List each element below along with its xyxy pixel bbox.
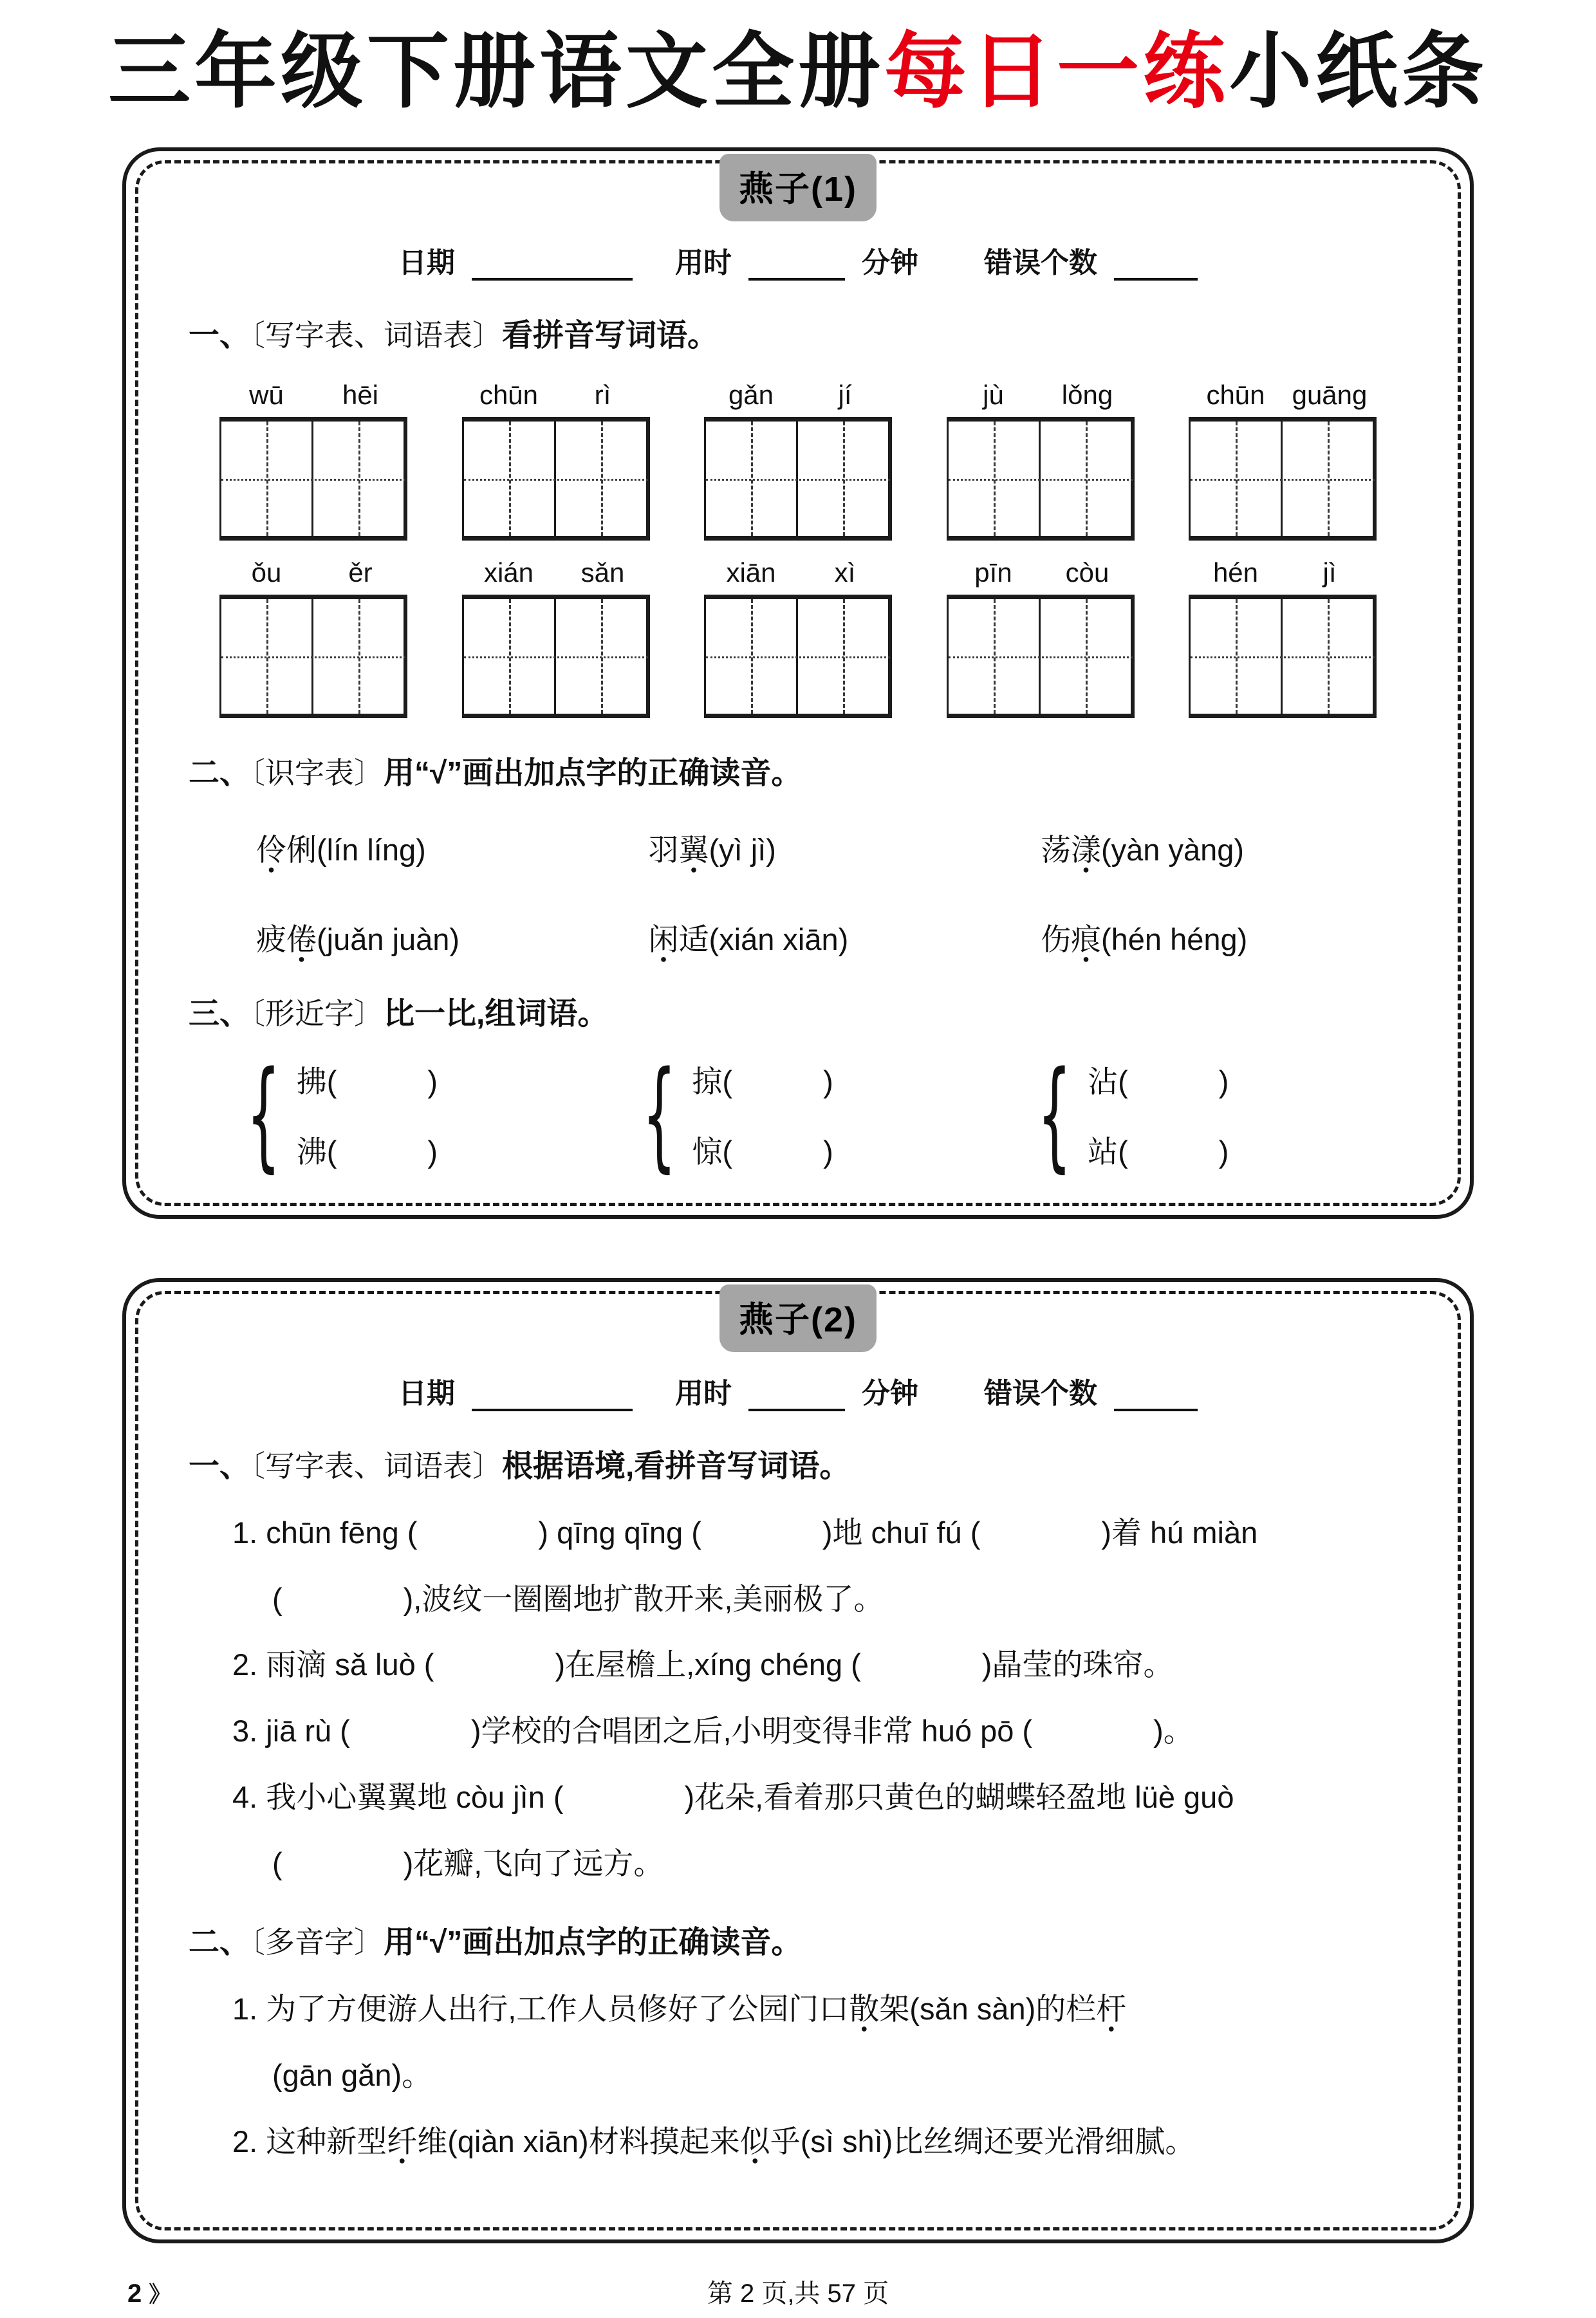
- pinyin-syllable: pīn: [974, 557, 1012, 588]
- grid-midline: [1191, 479, 1375, 481]
- pinyin-label: [1189, 557, 1377, 588]
- dotted-character: 痕 ●: [1071, 916, 1101, 959]
- pinyin-label: [1189, 380, 1377, 411]
- pinyin-syllable: rì: [594, 379, 611, 410]
- minutes-label: 分钟: [862, 246, 918, 279]
- pinyin-syllable: sǎn: [580, 557, 625, 588]
- section-2-badge: 燕子(2): [719, 1284, 877, 1352]
- grid-midline: [706, 479, 890, 481]
- dotted-character: 似 ●: [740, 2123, 770, 2161]
- pair-bottom[interactable]: 沸( ): [296, 1135, 438, 1169]
- section-2-heading-2: [189, 1924, 1407, 1962]
- grid-midline: [221, 479, 405, 481]
- worksheet-section-2: [122, 1278, 1474, 2243]
- pinyin-grid-group: [219, 557, 407, 718]
- heading-tag: 〔识字表〕: [250, 756, 384, 790]
- pinyin-grid-group: [1189, 557, 1377, 718]
- heading-text: 用“√”画出加点字的正确读音。: [384, 1925, 803, 1960]
- pinyin-grid-group: [704, 380, 892, 541]
- section-1-badge: 燕子(1): [719, 154, 877, 221]
- errors-label: 错误个数: [984, 1377, 1097, 1409]
- writing-grid[interactable]: [1189, 417, 1377, 541]
- section-2-meta-line: [189, 1370, 1407, 1411]
- section-2-heading-1: [189, 1447, 1407, 1486]
- heading-text: 比一比,组词语。: [384, 996, 609, 1031]
- character-pair: [246, 1044, 642, 1184]
- heading-tag: 〔写字表、词语表〕: [250, 319, 503, 352]
- pinyin-syllable: wū: [249, 379, 284, 410]
- item-line-continued: (gān gǎn)。: [272, 2058, 432, 2093]
- pinyin-syllable: jù: [983, 379, 1004, 410]
- character-pair: [1037, 1044, 1382, 1184]
- pinyin-syllable: lǒng: [1061, 379, 1113, 410]
- pinyin-syllable: còu: [1065, 557, 1109, 588]
- word-part: 俐: [286, 832, 317, 867]
- pinyin-grid-row-2: [189, 557, 1407, 718]
- pinyin-grid-group: [704, 557, 892, 718]
- heading-number: 一、: [189, 1449, 251, 1483]
- pinyin-syllable: hén: [1212, 557, 1259, 588]
- heading-text: 根据语境,看拼音写词语。: [502, 1449, 851, 1483]
- writing-grid[interactable]: [219, 595, 407, 718]
- fill-in-item-3[interactable]: [189, 1712, 1407, 1750]
- fill-in-item-2[interactable]: [189, 1646, 1407, 1684]
- pinyin-syllable: chūn: [1206, 379, 1265, 410]
- dotted-character: 伶 ●: [256, 826, 286, 869]
- pair-bottom[interactable]: 惊( ): [692, 1135, 833, 1169]
- item-line-continued: ( ),波纹一圈圈地扩散开来,美丽极了。: [272, 1581, 884, 1616]
- pinyin-grid-group: [219, 380, 407, 541]
- heading-tag: 〔写字表、词语表〕: [250, 1449, 503, 1483]
- word-part: 荡: [1041, 832, 1071, 867]
- pinyin-options: (yì jì): [709, 832, 776, 867]
- item-line: 4. 我小心翼翼地 còu jìn ( )花朵,看着那只黄色的蝴蝶轻盈地 lüè guò: [232, 1779, 1234, 1814]
- dotted-character: 散 ●: [849, 1990, 879, 2028]
- item-line: 2. 雨滴 sǎ luò ( )在屋檐上,xíng chéng ( )晶莹的珠帘。: [232, 1647, 1174, 1682]
- grid-midline: [706, 656, 890, 658]
- pinyin-syllable: hēi: [342, 379, 379, 410]
- pair-bottom[interactable]: 站( ): [1088, 1135, 1229, 1169]
- writing-grid[interactable]: [947, 417, 1135, 541]
- chevrons-icon: 》: [149, 2282, 171, 2307]
- section-1-heading-1: [189, 317, 1407, 355]
- writing-grid[interactable]: [462, 595, 650, 718]
- page-footer: [97, 2273, 1499, 2318]
- pair-top[interactable]: 沾( ): [1088, 1064, 1229, 1099]
- polyphone-item-1[interactable]: [189, 1990, 1407, 2095]
- pinyin-options: (lín líng): [317, 832, 426, 867]
- pinyin-syllable: xì: [834, 557, 856, 588]
- brace-glyph: {: [1037, 1044, 1072, 1184]
- heading-number: 二、: [189, 756, 251, 790]
- pinyin-label: [704, 380, 892, 411]
- grid-midline: [464, 479, 648, 481]
- grid-midline: [1191, 656, 1375, 658]
- date-label: 日期: [398, 246, 455, 279]
- section-1-heading-3: [189, 995, 1407, 1034]
- sentence-part: 架(sǎn sàn)的栏: [879, 1992, 1097, 2026]
- fill-in-item-4[interactable]: [189, 1779, 1407, 1883]
- word-entry[interactable]: [1041, 916, 1382, 959]
- word-entry[interactable]: [1041, 826, 1382, 869]
- heading-number: 二、: [189, 1925, 251, 1960]
- section-1-heading-2: [189, 754, 1407, 793]
- pinyin-syllable: xián: [483, 557, 534, 588]
- pinyin-label: [219, 380, 407, 411]
- compare-pairs-row: [189, 1044, 1407, 1184]
- word-entry[interactable]: [256, 826, 649, 869]
- pinyin-grid-group: [462, 557, 650, 718]
- item-line: 1. chūn fēng ( ) qīng qīng ( )地 chuī fú ( )着 hú miàn: [232, 1515, 1258, 1550]
- date-blank[interactable]: [472, 1379, 633, 1411]
- pinyin-grid-group: [947, 557, 1135, 718]
- pinyin-label: [704, 557, 892, 588]
- heading-tag: 〔形近字〕: [250, 997, 384, 1030]
- pinyin-options: (xián xiān): [709, 922, 849, 956]
- writing-grid[interactable]: [947, 595, 1135, 718]
- corner-page-number: 2: [127, 2279, 142, 2308]
- time-blank[interactable]: [748, 1379, 845, 1411]
- brace-glyph: {: [246, 1044, 281, 1184]
- pinyin-options: (juǎn juàn): [317, 922, 460, 956]
- sentence-part: 乎(sì shì)比丝绸还要光滑细腻。: [770, 2124, 1196, 2158]
- pair-top[interactable]: 掠( ): [692, 1064, 833, 1099]
- word-part: 适: [678, 922, 709, 956]
- heading-number: 一、: [189, 318, 251, 353]
- pinyin-syllable: ěr: [348, 557, 373, 588]
- word-entry[interactable]: [649, 916, 1041, 959]
- sentence-part: 1. 为了方便游人出行,工作人员修好了公园门口: [232, 1992, 849, 2026]
- pinyin-options: (hén héng): [1101, 922, 1248, 956]
- writing-grid[interactable]: [1189, 595, 1377, 718]
- page-title: [0, 27, 1596, 118]
- dotted-character: 翼 ●: [679, 826, 709, 869]
- grid-midline: [221, 656, 405, 658]
- pinyin-syllable: jì: [1322, 557, 1337, 588]
- pinyin-syllable: chūn: [479, 379, 539, 410]
- writing-grid[interactable]: [462, 417, 650, 541]
- pinyin-label: [462, 557, 650, 588]
- dotted-character: 纤 ●: [387, 2123, 417, 2161]
- polyphone-items: [189, 1990, 1407, 2160]
- errors-blank[interactable]: [1114, 1379, 1198, 1411]
- pronunciation-word-grid: [189, 826, 1407, 959]
- pinyin-syllable: guāng: [1292, 379, 1368, 410]
- minutes-label: 分钟: [862, 1377, 918, 1409]
- heading-text: 用“√”画出加点字的正确读音。: [384, 756, 803, 790]
- item-line-continued: ( )花瓣,飞向了远方。: [272, 1846, 664, 1880]
- time-blank[interactable]: [748, 248, 845, 281]
- heading-text: 看拼音写词语。: [502, 318, 719, 353]
- pinyin-syllable: xiān: [726, 557, 776, 588]
- grid-midline: [464, 656, 648, 658]
- section-2-inner: [135, 1291, 1461, 2230]
- grid-midline: [949, 479, 1133, 481]
- writing-grid[interactable]: [704, 595, 892, 718]
- pinyin-grid-group: [1189, 380, 1377, 541]
- pair-top[interactable]: 拂( ): [296, 1064, 438, 1099]
- grid-midline: [949, 656, 1133, 658]
- pinyin-label: [219, 557, 407, 588]
- title-part-black2: 小纸条: [1229, 26, 1489, 118]
- time-label: 用时: [675, 1377, 732, 1409]
- heading-tag: 〔多音字〕: [250, 1926, 384, 1960]
- pinyin-label: [947, 557, 1135, 588]
- pinyin-options: (yàn yàng): [1101, 832, 1245, 867]
- section-1-inner: [135, 160, 1461, 1206]
- footer-corner: [127, 2277, 171, 2308]
- footer-page-indicator: 第 2 页,共 57 页: [707, 2279, 889, 2308]
- character-pair: [642, 1044, 1038, 1184]
- date-label: 日期: [398, 1377, 455, 1409]
- word-entry[interactable]: [649, 826, 1041, 869]
- writing-grid[interactable]: [219, 417, 407, 541]
- heading-number: 三、: [189, 996, 251, 1031]
- item-line: [232, 1990, 1407, 2028]
- writing-grid[interactable]: [704, 417, 892, 541]
- fill-in-items: [189, 1514, 1407, 1883]
- pinyin-label: [947, 380, 1135, 411]
- section-1-meta-line: [189, 239, 1407, 281]
- sentence-part: 2. 这种新型: [232, 2124, 387, 2158]
- pinyin-grid-group: [947, 380, 1135, 541]
- pinyin-grid-row-1: [189, 380, 1407, 541]
- sentence-part: 维(qiàn xiān)材料摸起来: [417, 2124, 740, 2158]
- item-line: 3. jiā rù ( )学校的合唱团之后,小明变得非常 huó pō ( )。: [232, 1714, 1194, 1748]
- dotted-character: 闲 ●: [649, 916, 679, 959]
- worksheet-section-1: [122, 147, 1474, 1219]
- word-part: 疲: [256, 922, 286, 956]
- pinyin-syllable: jí: [838, 379, 852, 410]
- pinyin-syllable: ǒu: [251, 557, 282, 588]
- dotted-character: 杆 ●: [1096, 1990, 1126, 2028]
- title-part-red: 每日一练: [884, 26, 1229, 118]
- word-part: 羽: [648, 832, 679, 867]
- item-line: [232, 2123, 1407, 2161]
- errors-blank[interactable]: [1114, 248, 1198, 281]
- title-part-black1: 三年级下册语文全册: [107, 26, 884, 118]
- dotted-character: 倦 ●: [286, 916, 317, 959]
- pinyin-syllable: gǎn: [728, 379, 774, 410]
- pinyin-grid-group: [462, 380, 650, 541]
- brace-glyph: {: [642, 1044, 676, 1184]
- word-part: 伤: [1041, 922, 1071, 956]
- fill-in-item-1[interactable]: [189, 1514, 1407, 1618]
- time-label: 用时: [675, 246, 732, 279]
- pinyin-label: [462, 380, 650, 411]
- dotted-character: 漾 ●: [1071, 826, 1101, 869]
- date-blank[interactable]: [472, 248, 633, 281]
- word-entry[interactable]: [256, 916, 649, 959]
- polyphone-item-2[interactable]: [189, 2123, 1407, 2161]
- errors-label: 错误个数: [984, 246, 1097, 279]
